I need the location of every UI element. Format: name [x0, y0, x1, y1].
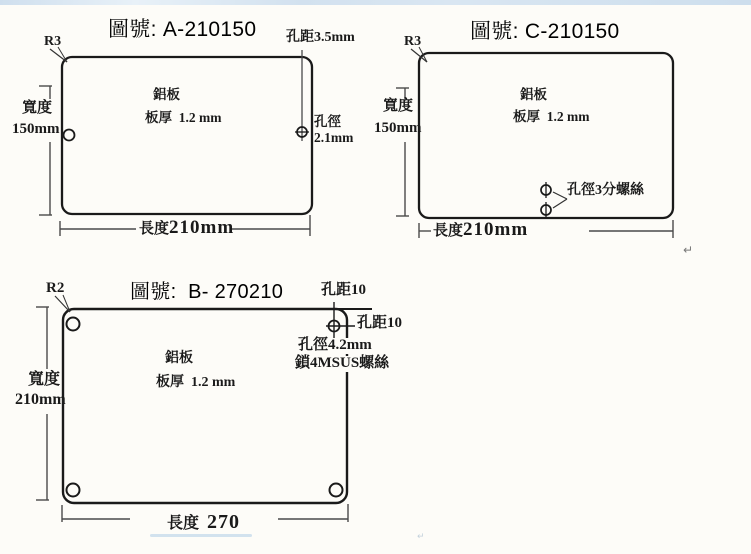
drawing-b-screw-note: 鎖4MSUS螺絲 [295, 355, 390, 371]
drawing-c-hole-note: 孔徑3分螺絲 [567, 183, 644, 198]
faint-paragraph-mark-icon: ↵ [417, 532, 425, 542]
drawing-c-material-label: 鋁板 [520, 87, 547, 102]
drawing-b-hole-dia-label: 孔徑4.2mm [298, 337, 372, 353]
drawing-c-length-value: 210mm [463, 219, 529, 240]
drawing-b-length-value: 270 [207, 511, 241, 533]
drawing-a-material-label: 鋁板 [153, 87, 180, 102]
drawing-b-thickness-label: 板厚 1.2 mm [156, 375, 236, 390]
drawing-a-thickness-label: 板厚 1.2 mm [145, 110, 222, 125]
plate-a-outline [62, 57, 312, 214]
drawing-a-hole-spacing-label: 孔距3.5mm [286, 30, 355, 45]
drawing-a-hole-dia-label: 孔徑 [314, 114, 341, 129]
drawing-b-length-dim [167, 512, 240, 533]
drawing-c-corner-radius-label: R3 [404, 34, 422, 49]
plate-b-radius-leader [55, 296, 70, 312]
paragraph-mark-icon: ↵ [683, 243, 694, 257]
plate-b-hole-top-left-icon [67, 318, 80, 331]
scan-smudge [150, 534, 252, 537]
plate-c-hole-leader-top [553, 192, 567, 199]
drawing-b-corner-radius-label: R2 [46, 280, 65, 296]
drawing-a-length-value: 210mm [169, 217, 235, 238]
drawing-c-width-label: 寬度 [383, 98, 414, 114]
drawing-a-hole-dia-value: 2.1mm [314, 130, 354, 145]
drawing-b-width-value: 210mm [15, 391, 66, 408]
drawing-a-length-dim [139, 218, 234, 238]
drawing-a-title: 圖號: A-210150 [108, 18, 257, 41]
drawing-c-width-value: 150mm [374, 120, 422, 136]
plate-c [396, 47, 673, 238]
plate-c-hole-leader-bottom [553, 199, 567, 208]
drawing-b-length-label: 長度 [167, 515, 200, 532]
drawing-b-hole-spacing-right-label: 孔距10 [357, 315, 403, 331]
plate-b-hole-bottom-right-icon [330, 484, 343, 497]
drawing-b-hole-spacing-top-label: 孔距10 [321, 282, 367, 298]
drawing-b-length-spacer [199, 515, 207, 532]
drawing-c-thickness-label: 板厚 1.2 mm [513, 109, 590, 124]
plate-a [39, 47, 312, 236]
drawing-b-material-label: 鋁板 [165, 351, 193, 366]
drawing-a-corner-radius-label: R3 [44, 34, 62, 49]
plate-a-hole-left-icon [64, 130, 75, 141]
plate-b-hole-bottom-left-icon [67, 484, 80, 497]
plate-a-radius-leader [50, 49, 67, 62]
plate-b-radius-leader2 [63, 295, 70, 312]
plate-b [36, 295, 372, 522]
drawing-b-title: 圖號: B- 270210 [130, 281, 284, 303]
drawing-c-length-label: 長度 [433, 223, 464, 239]
drawing-c-length-dim [433, 220, 528, 240]
drawing-b-width-label: 寬度 [28, 371, 61, 388]
drawing-a-length-label: 長度 [139, 221, 170, 237]
drawing-a-width-value: 150mm [12, 121, 60, 137]
drawing-c-title: 圖號: C-210150 [470, 20, 620, 43]
drawing-a-width-label: 寬度 [22, 100, 53, 116]
